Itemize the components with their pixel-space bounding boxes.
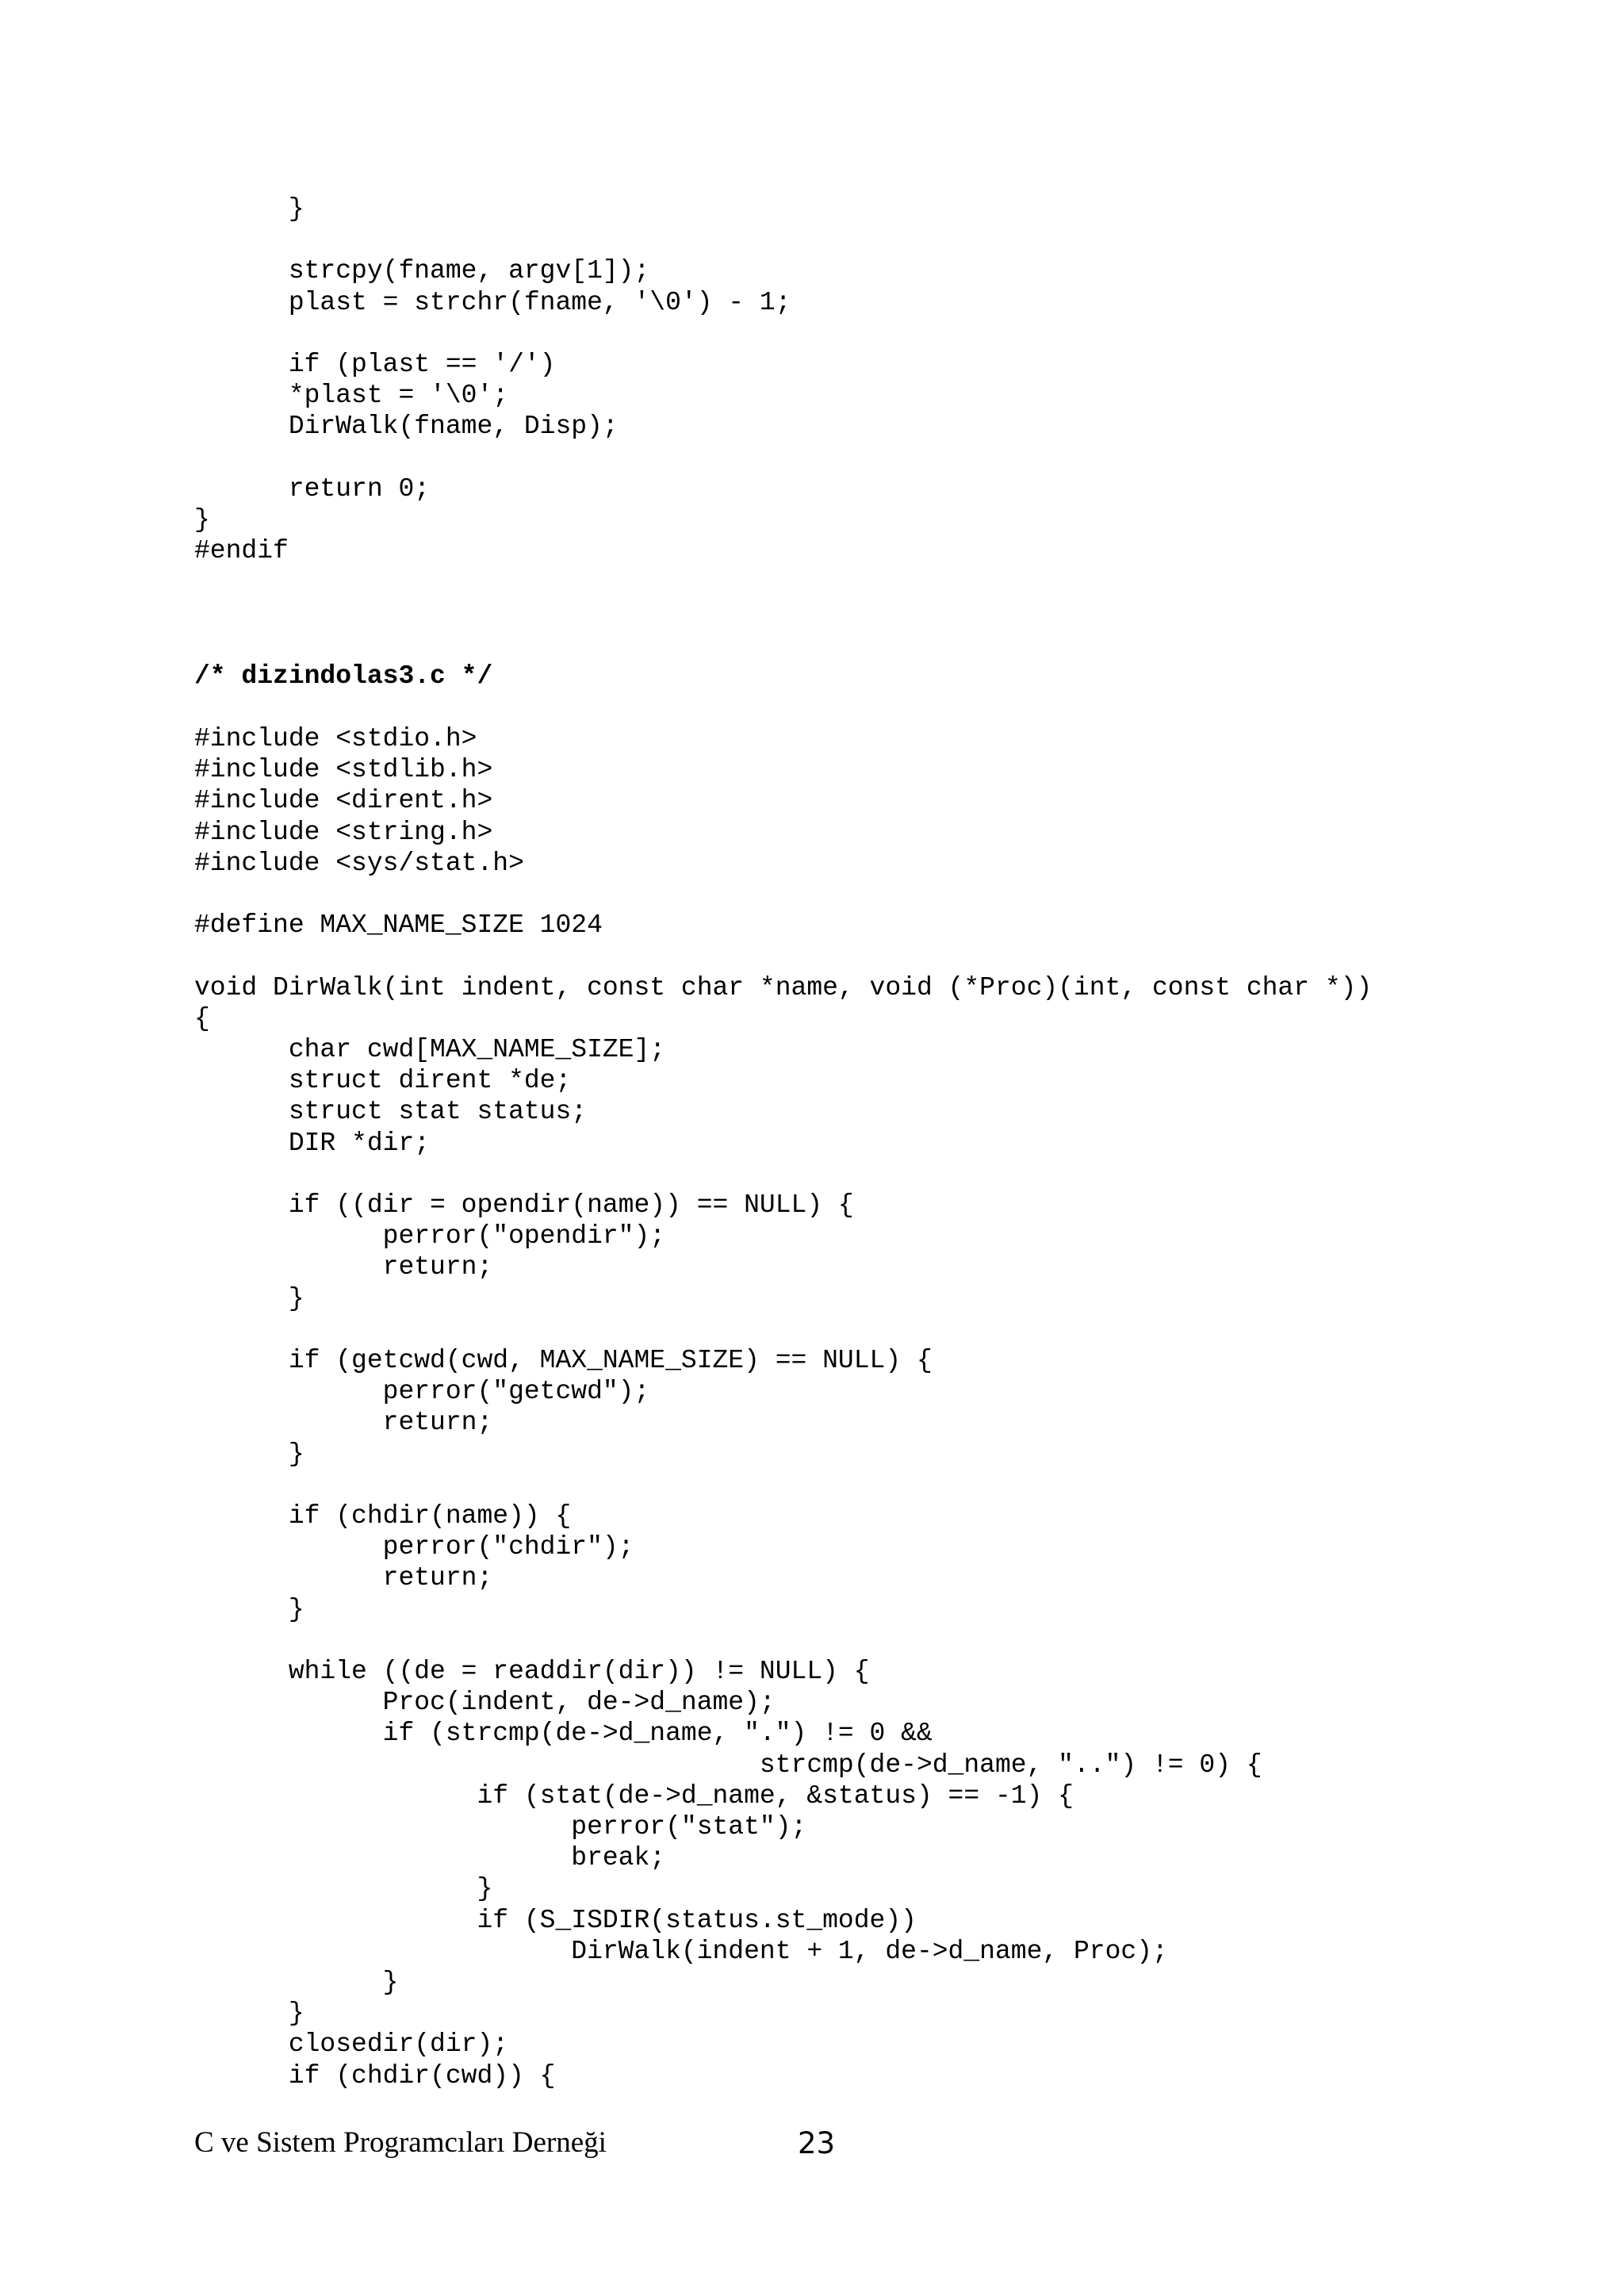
code-line: *plast = '\0';: [194, 381, 509, 411]
code-line: struct stat status;: [194, 1097, 588, 1127]
code-line: }: [194, 1968, 399, 1997]
code-line: DirWalk(indent + 1, de->d_name, Proc);: [194, 1936, 1168, 1966]
code-line: return;: [194, 1252, 493, 1282]
footer-organization: C ve Sistem Programcıları Derneği: [194, 2126, 607, 2159]
code-line: if (chdir(name)) {: [194, 1501, 572, 1531]
code-line: if (plast == '/'): [194, 350, 556, 379]
code-line: if (stat(de->d_name, &status) == -1) {: [194, 1780, 1074, 1811]
code-line: #include <stdio.h>: [194, 724, 477, 753]
code-line: if (S_ISDIR(status.st_mode)): [194, 1905, 917, 1935]
code-line: #define MAX_NAME_SIZE 1024: [194, 910, 603, 941]
code-line: }: [194, 1439, 304, 1469]
code-line: DirWalk(fname, Disp);: [194, 412, 619, 442]
code-line: void DirWalk(int indent, const char *name, void (*Proc)(int, const char *)): [194, 972, 1373, 1002]
page-number: 23: [798, 2126, 836, 2160]
code-line: #include <stdlib.h>: [194, 755, 493, 785]
code-line: }: [194, 1874, 493, 1904]
code-line: {: [194, 1003, 210, 1033]
code-line: while ((de = readdir(dir)) != NULL) {: [194, 1657, 870, 1686]
code-line: #endif: [194, 536, 289, 566]
code-line: strcpy(fname, argv[1]);: [194, 256, 650, 286]
code-line: if (strcmp(de->d_name, ".") != 0 &&: [194, 1719, 933, 1749]
code-line: #include <dirent.h>: [194, 786, 493, 816]
code-line: DIR *dir;: [194, 1128, 431, 1158]
code-line: if (chdir(cwd)) {: [194, 2060, 556, 2091]
code-line: char cwd[MAX_NAME_SIZE];: [194, 1035, 666, 1064]
code-line: return;: [194, 1408, 493, 1438]
code-line: perror("opendir");: [194, 1221, 666, 1251]
code-line: perror("getcwd");: [194, 1377, 650, 1407]
code-line: }: [194, 194, 304, 224]
code-line: break;: [194, 1843, 666, 1873]
code-line: return 0;: [194, 473, 431, 504]
code-line: plast = strchr(fname, '\0') - 1;: [194, 287, 791, 317]
code-line: strcmp(de->d_name, "..") != 0) {: [194, 1750, 1262, 1780]
code-line: perror("stat");: [194, 1812, 807, 1842]
listing-title: /* dizindolas3.c */: [194, 661, 493, 691]
code-line: }: [194, 505, 210, 535]
code-line: }: [194, 1283, 304, 1313]
code-line: }: [194, 1594, 304, 1624]
code-line: #include <string.h>: [194, 817, 493, 847]
code-line: perror("chdir");: [194, 1532, 634, 1562]
code-line: #include <sys/stat.h>: [194, 848, 524, 878]
code-line: closedir(dir);: [194, 2030, 509, 2060]
code-line: return;: [194, 1563, 493, 1593]
code-line: if (getcwd(cwd, MAX_NAME_SIZE) == NULL) {: [194, 1346, 933, 1375]
code-line: }: [194, 1999, 304, 2029]
code-line: struct dirent *de;: [194, 1066, 572, 1096]
code-line: if ((dir = opendir(name)) == NULL) {: [194, 1190, 854, 1220]
code-line: Proc(indent, de->d_name);: [194, 1688, 776, 1718]
